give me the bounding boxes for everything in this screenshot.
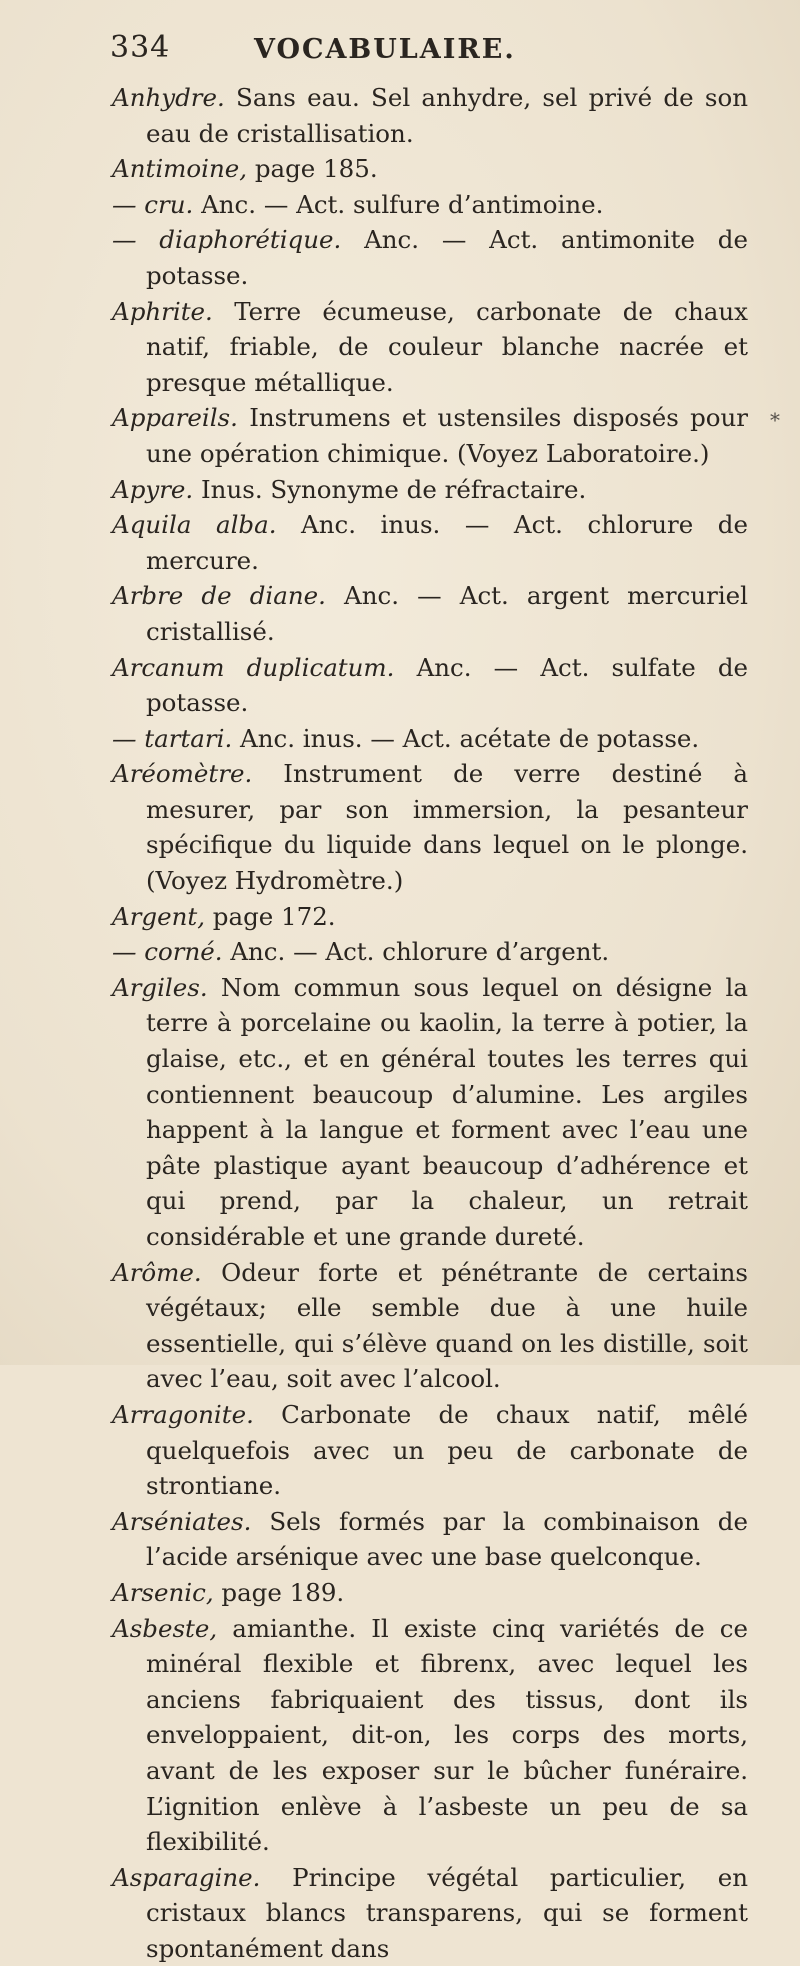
definition: Anc. inus. — Act. acétate de potasse.	[232, 723, 700, 753]
definition: Instrumens et ustensiles disposés pour une opération chimique. (Voyez Laboratoire.)	[146, 403, 748, 468]
margin-mark: *	[770, 408, 780, 432]
headword: Arsenic,	[112, 1577, 214, 1607]
headword: Argent,	[112, 901, 205, 931]
headword: — diaphorétique.	[112, 225, 342, 255]
definition: page 189.	[213, 1577, 345, 1607]
entry-asparagine	[112, 1860, 748, 1966]
entry-anhydre	[112, 80, 748, 151]
entry-tartari	[112, 721, 748, 757]
entry-appareils	[112, 400, 748, 471]
definition: Instrument de verre destiné à mesurer, par son immersion, la pesanteur spécifique du liquide dans lequel on le plonge. (Voyez Hydromètre.)	[146, 759, 748, 896]
headword: Anhydre.	[112, 83, 225, 112]
definition: Anc. inus. — Act. chlorure de mercure.	[146, 510, 748, 575]
headword: Arséniates.	[112, 1506, 252, 1536]
entry-argent	[112, 899, 748, 935]
definition: page 185.	[247, 154, 378, 184]
entry-arsenic	[112, 1575, 748, 1611]
definition: page 172.	[205, 901, 336, 931]
headword: Appareils.	[112, 403, 238, 433]
page-header	[110, 30, 750, 76]
definition: Terre écumeuse, carbonate de chaux natif, friable, de couleur blanche nacrée et presque métallique.	[146, 296, 748, 397]
definition: Anc. — Act. antimonite de potasse.	[146, 225, 748, 290]
headword: Asbeste,	[112, 1613, 218, 1643]
headword: Argiles.	[112, 972, 208, 1002]
entry-aphrite	[112, 294, 748, 401]
headword: Apyre.	[112, 474, 194, 504]
entry-argiles	[112, 970, 748, 1255]
headword: Asparagine.	[112, 1862, 261, 1892]
entry-aquila-alba	[112, 507, 748, 578]
entry-arome	[112, 1255, 748, 1397]
definition: Nom commun sous lequel on désigne la terre à porcelaine ou kaolin, la terre à potier, la glaise, etc., et en général toutes les terres qui contiennent beaucoup d’alumine. Les argiles happent à la langue et forment avec l’eau une pâte plastique ayant beaucoup d’adhérence et qui prend, par la chaleur, un retrait considérable et une grande dureté.	[146, 972, 748, 1251]
definition: Carbonate de chaux natif, mêlé quelquefois avec un peu de carbonate de strontiane.	[146, 1399, 748, 1501]
headword: Antimoine,	[112, 154, 248, 184]
definition: amianthe. Il existe cinq variétés de ce minéral flexible et fibrenx, avec lequel les anciens fabriquaient des tissus, dont ils enveloppaient, dit-on, les corps des morts, avant de les exposer sur le bûcher funéraire. L’ignition enlève à l’asbeste un peu de sa flexibilité.	[146, 1613, 748, 1857]
headword: — cru.	[112, 189, 194, 219]
entry-apyre	[112, 472, 748, 508]
headword: Aphrite.	[112, 296, 213, 326]
definition: Inus. Synonyme de réfractaire.	[193, 474, 587, 504]
headword: Arragonite.	[112, 1399, 254, 1429]
headword: Aréomètre.	[112, 759, 253, 789]
entry-arcanum-duplicatum	[112, 650, 748, 721]
headword: — tartari.	[112, 723, 233, 753]
entry-argent-corne	[112, 934, 748, 970]
entry-arbre-de-diane	[112, 578, 748, 649]
vocabulary-entries	[112, 80, 748, 1966]
definition: Anc. — Act. chlorure d’argent.	[222, 937, 610, 967]
definition: Sels formés par la combinaison de l’acide arsénique avec une base quelconque.	[146, 1506, 748, 1572]
entry-asbeste	[112, 1611, 748, 1860]
definition: Anc. — Act. argent mercuriel cristallisé.	[146, 581, 749, 646]
definition: Odeur forte et pénétrante de certains végétaux; elle semble due à une huile essentielle, qui s’élève quand on les distille, soit avec l’eau, soit avec l’alcool.	[146, 1257, 748, 1394]
page-number: 334	[110, 30, 171, 65]
headword: Arbre de diane.	[112, 581, 326, 611]
entry-antimoine	[112, 151, 748, 187]
running-head: VOCABULAIRE.	[254, 34, 516, 65]
definition: Principe végétal particulier, en cristaux blancs transparens, qui se forment spontanément dans	[146, 1862, 748, 1963]
headword: Arôme.	[112, 1257, 202, 1287]
entry-arragonite	[112, 1397, 748, 1504]
entry-arseniates	[112, 1504, 748, 1575]
entry-antimoine-cru	[112, 187, 748, 223]
headword: Aquila alba.	[112, 510, 277, 540]
definition: Anc. — Act. sulfate de potasse.	[146, 652, 749, 718]
entry-antimoine-diaphoretique	[112, 222, 748, 293]
entry-areometre	[112, 756, 748, 898]
headword: — corné.	[112, 937, 223, 967]
definition: Anc. — Act. sulfure d’antimoine.	[193, 189, 604, 219]
headword: Arcanum duplicatum.	[112, 652, 395, 682]
definition: Sans eau. Sel anhydre, sel privé de son eau de cristallisation.	[146, 83, 748, 148]
